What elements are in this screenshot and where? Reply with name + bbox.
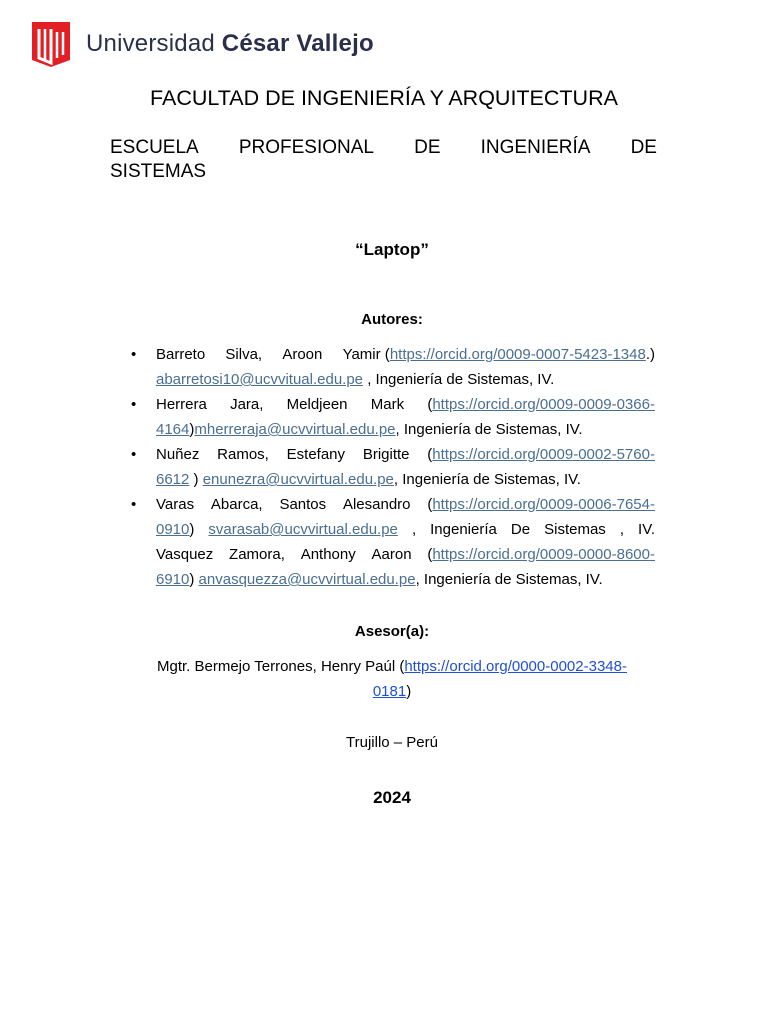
author-detail: , Ingeniería de Sistemas, IV. [395, 421, 583, 438]
orcid-link[interactable]: https://orcid.org/0009-0000-8600- [432, 546, 655, 563]
advisor-orcid-link-cont[interactable]: 0181 [372, 683, 407, 700]
email-link[interactable]: svarasab@ucvvirtual.edu.pe [208, 521, 398, 538]
author-detail: , Ingeniería de Sistemas, IV. [363, 371, 555, 388]
author-line: 0910) svarasab@ucvvirtual.edu.pe , Ingeniería De Sistemas , IV. [156, 517, 655, 542]
faculty-title: FACULTAD DE INGENIERÍA Y ARQUITECTURA [150, 86, 618, 110]
author-detail: , Ingeniería de Sistemas, IV. [415, 571, 603, 588]
university-logo [30, 20, 374, 68]
author-line [156, 367, 655, 392]
author-name-word: Herrera [156, 396, 207, 413]
author-name-word: Varas [156, 496, 195, 513]
author-item [131, 392, 655, 442]
author-line: 6910) anvasquezza@ucvvirtual.edu.pe, Ingeniería de Sistemas, IV. [156, 571, 603, 588]
school-title-line2: SISTEMAS [110, 161, 207, 182]
place: Trujillo – Perú [346, 734, 438, 751]
author-name-word: Abarca, [210, 496, 263, 513]
author-name-word: Jara, [230, 396, 264, 413]
author-name-word: Yamir [342, 346, 381, 363]
year: 2024 [373, 788, 411, 807]
orcid-link[interactable]: https://orcid.org/0009-0006-7654- [432, 496, 655, 513]
author-name-word: Mark [370, 396, 405, 413]
author-line: Nuñez Ramos, Estefany Brigitte (https://orcid.org/0009-0002-5760- [156, 442, 655, 467]
author-name-word: Barreto [156, 346, 206, 363]
author-detail-word: De [510, 521, 531, 538]
author-detail: , Ingeniería de Sistemas, IV. [393, 471, 581, 488]
logo-text-regular: Universidad [86, 30, 222, 57]
bullet-icon: • [131, 396, 137, 413]
author-item [131, 442, 655, 492]
email-link[interactable]: abarretosi10@ucvvitual.edu.pe [156, 371, 364, 388]
document-title: “Laptop” [355, 240, 429, 259]
author-name-word: Brigitte [362, 446, 410, 463]
author-line: Vasquez Zamora, Anthony Aaron (https://orcid.org/0009-0000-8600- [156, 542, 655, 567]
orcid-link[interactable]: https://orcid.org/0009-0007-5423-1348 [389, 346, 646, 363]
advisor-name: Mgtr. Bermejo Terrones, Henry Paúl ( [157, 658, 405, 675]
bullet-icon: • [131, 446, 137, 463]
author-name-word: Vasquez [156, 546, 214, 563]
email-link[interactable]: anvasquezza@ucvvirtual.edu.pe [198, 571, 416, 588]
author-detail-word: IV. [638, 521, 655, 538]
orcid-link-cont[interactable]: 6910 [156, 571, 190, 588]
orcid-link[interactable]: https://orcid.org/0009-0002-5760- [432, 446, 655, 463]
author-detail-word: , [411, 521, 417, 538]
advisor-block [140, 654, 644, 704]
author-line: 6612 ) enunezra@ucvvirtual.edu.pe, Ingeniería de Sistemas, IV. [156, 471, 581, 488]
logo-wordmark [86, 30, 374, 58]
author-line: Barreto Silva, Aroon Yamir (https://orcid.org/0009-0007-5423-1348.) [156, 342, 655, 367]
advisor-orcid-link[interactable]: https://orcid.org/0000-0002-3348- [404, 658, 627, 675]
author-name-word: Nuñez [156, 446, 200, 463]
school-word: DE [414, 137, 441, 158]
author-detail-word: , [619, 521, 624, 538]
advisor-close-paren: ) [406, 683, 412, 700]
logo-text-bold: César Vallejo [221, 30, 374, 57]
author-detail-word: Ingeniería [430, 521, 497, 538]
bullet-icon: • [131, 496, 137, 513]
school-word: ESCUELA [110, 137, 199, 158]
author-name-word: Aroon [282, 346, 323, 363]
author-name-word: Meldjeen [286, 396, 348, 413]
authors-list [131, 342, 655, 592]
author-name-word: Anthony [300, 546, 356, 563]
advisor-heading: Asesor(a): [354, 623, 430, 640]
school-word: DE [630, 137, 657, 158]
school-title [110, 136, 657, 184]
author-item [131, 342, 655, 392]
author-name-word: Santos [279, 496, 327, 513]
author-name-word: Estefany [286, 446, 346, 463]
author-name-word: Silva, [225, 346, 263, 363]
author-name-word: Zamora, [229, 546, 285, 563]
school-title-line1 [110, 136, 657, 160]
author-item [131, 492, 655, 592]
author-line: Herrera Jara, Meldjeen Mark (https://orcid.org/0009-0009-0366- [156, 392, 655, 417]
bullet-icon: • [131, 346, 137, 363]
school-word: PROFESIONAL [238, 137, 374, 158]
author-name-word: Alesandro [342, 496, 411, 513]
author-line: Varas Abarca, Santos Alesandro (https://orcid.org/0009-0006-7654- [156, 492, 655, 517]
email-link[interactable]: mherreraja@ucvvirtual.edu.pe [194, 421, 396, 438]
authors-heading: Autores: [361, 311, 423, 328]
orcid-link-cont[interactable]: 6612 [156, 471, 190, 488]
orcid-link-cont[interactable]: 4164 [156, 421, 190, 438]
ucv-shield-icon [30, 20, 72, 68]
email-link[interactable]: enunezra@ucvvirtual.edu.pe [202, 471, 394, 488]
author-line: 4164)mherreraja@ucvvirtual.edu.pe, Ingeniería de Sistemas, IV. [156, 421, 583, 438]
orcid-suffix: .) [645, 346, 655, 363]
orcid-link-cont[interactable]: 0910 [156, 521, 190, 538]
school-word: INGENIERÍA [480, 137, 591, 158]
author-detail-word: Sistemas [544, 521, 606, 538]
author-name-word: Aaron [371, 546, 412, 563]
author-name-word: Ramos, [217, 446, 269, 463]
orcid-link[interactable]: https://orcid.org/0009-0009-0366- [432, 396, 655, 413]
